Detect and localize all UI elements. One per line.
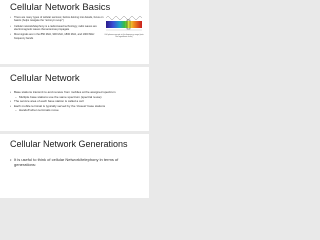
bullet-item: • Base stations transmit to and receive from mobiles at the assigned spectrum [10, 91, 130, 95]
slide-cellular-network-basics[interactable] [0, 0, 149, 64]
bullet-list [10, 16, 105, 42]
sub-bullet-item: – Multiple base stations use the same spectrum (spectral reuse) [10, 96, 130, 100]
bullet-item: • It is useful to think of cellular Network/telephony in terms of generations: [10, 157, 135, 167]
figure-caption: Cell phones operate in this frequency range (note the logarithmic scale) [104, 34, 144, 39]
slide-title: Cellular Network [10, 73, 80, 84]
spectrum-wave [106, 17, 142, 20]
bullet-item: • Each mobile terminal is typically served by the 'closest' base stations [10, 105, 130, 109]
slide-title: Cellular Network Generations [10, 139, 128, 149]
bullet-item: • The service area of each base station is called a cell [10, 100, 130, 104]
bullet-item: • Most signals are in the 850 MHz, 900 MHz, 1800 MHz, and 1900 MHz frequency bands [10, 33, 105, 39]
bullet-item: • Cellular network/telephony is a radio-based technology; radio waves are electromagnetic waves that antennas propagate [10, 25, 105, 31]
frequency-spectrum-figure [106, 15, 142, 33]
slide-title: Cellular Network Basics [10, 2, 111, 13]
bullet-list [10, 157, 135, 168]
sub-bullet-item: – Handoff when terminals move [10, 109, 130, 113]
slide-deck [0, 0, 149, 198]
spectrum-band [106, 21, 142, 28]
bullet-list [10, 91, 130, 114]
slide-cellular-network[interactable] [0, 67, 149, 131]
bullet-item: • There are many types of cellular services; before delving into details, focus on basics (helps navigate the "acronym soup") [10, 16, 105, 22]
slide-cellular-network-generations[interactable] [0, 134, 149, 198]
